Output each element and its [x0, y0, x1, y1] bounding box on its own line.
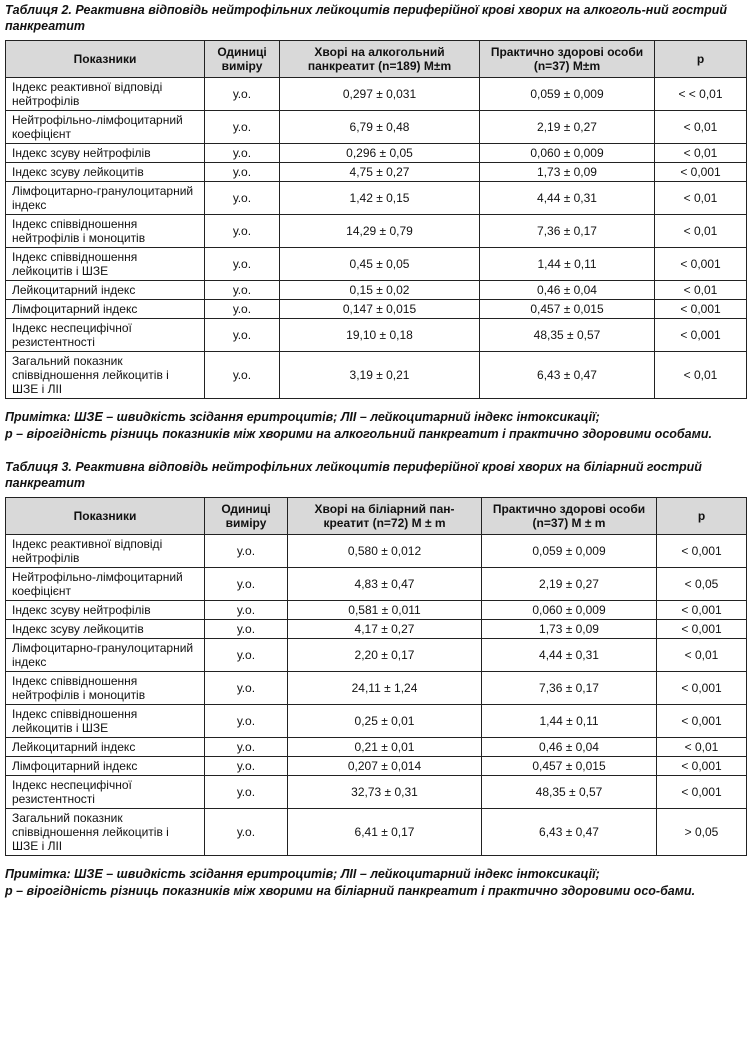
unit-cell: у.о.: [205, 78, 280, 111]
patients-value: 6,79 ± 0,48: [280, 111, 480, 144]
indicator-name: Нейтрофільно-лімфоцитарний коефіцієнт: [6, 568, 205, 601]
patients-value: 0,580 ± 0,012: [288, 535, 482, 568]
healthy-value: 6,43 ± 0,47: [482, 809, 657, 856]
healthy-value: 0,46 ± 0,04: [482, 738, 657, 757]
patients-value: 0,21 ± 0,01: [288, 738, 482, 757]
unit-cell: у.о.: [205, 738, 288, 757]
healthy-value: 0,457 ± 0,015: [482, 757, 657, 776]
p-value: < 0,001: [657, 601, 747, 620]
healthy-value: 48,35 ± 0,57: [480, 319, 655, 352]
p-value: < 0,01: [655, 182, 747, 215]
table-row: [6, 757, 747, 776]
table3-header-row: [6, 498, 747, 535]
table3-header-patients: Хворі на біліарний пан-креатит (n=72) M ± m: [288, 498, 482, 535]
table2-caption: Таблиця 2. Реактивна відповідь нейтрофільних лейкоцитів периферійної крові хворих на алкоголь-ний гострий панкреатит: [5, 3, 728, 33]
p-value: < 0,001: [657, 620, 747, 639]
patients-value: 0,147 ± 0,015: [280, 300, 480, 319]
unit-cell: у.о.: [205, 111, 280, 144]
patients-value: 19,10 ± 0,18: [280, 319, 480, 352]
unit-cell: у.о.: [205, 568, 288, 601]
unit-cell: у.о.: [205, 639, 288, 672]
table3-header-healthy: Практично здорові особи (n=37) M ± m: [482, 498, 657, 535]
table2-header-patients: Хворі на алкогольний панкреатит (n=189) M±m: [280, 41, 480, 78]
healthy-value: 1,44 ± 0,11: [482, 705, 657, 738]
patients-value: 4,83 ± 0,47: [288, 568, 482, 601]
table2-header-unit: Одиниці виміру: [205, 41, 280, 78]
healthy-value: 0,457 ± 0,015: [480, 300, 655, 319]
p-value: > 0,05: [657, 809, 747, 856]
patients-value: 6,41 ± 0,17: [288, 809, 482, 856]
unit-cell: у.о.: [205, 776, 288, 809]
indicator-name: Індекс реактивної відповіді нейтрофілів: [6, 78, 205, 111]
table3-header-unit: Одиниці виміру: [205, 498, 288, 535]
unit-cell: у.о.: [205, 601, 288, 620]
table-row: [6, 182, 747, 215]
p-value: < 0,001: [655, 319, 747, 352]
table-row: [6, 352, 747, 399]
table3-note: [5, 866, 746, 900]
patients-value: 3,19 ± 0,21: [280, 352, 480, 399]
healthy-value: 0,060 ± 0,009: [482, 601, 657, 620]
healthy-value: 0,059 ± 0,009: [480, 78, 655, 111]
table-row: [6, 809, 747, 856]
patients-value: 0,581 ± 0,011: [288, 601, 482, 620]
table2-note-line1: Примітка: ШЗЕ – швидкість зсідання еритроцитів; ЛІІ – лейкоцитарний індекс інтоксикації;: [5, 410, 600, 424]
indicator-name: Індекс зсуву лейкоцитів: [6, 620, 205, 639]
unit-cell: у.о.: [205, 163, 280, 182]
unit-cell: у.о.: [205, 281, 280, 300]
table-row: [6, 111, 747, 144]
healthy-value: 1,73 ± 0,09: [480, 163, 655, 182]
p-value: < 0,01: [657, 738, 747, 757]
table-row: [6, 639, 747, 672]
healthy-value: 7,36 ± 0,17: [482, 672, 657, 705]
p-value: < 0,001: [657, 776, 747, 809]
indicator-name: Нейтрофільно-лімфоцитарний коефіцієнт: [6, 111, 205, 144]
p-value: < 0,01: [655, 215, 747, 248]
patients-value: 0,297 ± 0,031: [280, 78, 480, 111]
unit-cell: у.о.: [205, 757, 288, 776]
table3: [5, 497, 747, 856]
table-row: [6, 248, 747, 281]
patients-value: 0,15 ± 0,02: [280, 281, 480, 300]
indicator-name: Індекс зсуву лейкоцитів: [6, 163, 205, 182]
patients-value: 14,29 ± 0,79: [280, 215, 480, 248]
table-row: [6, 78, 747, 111]
table3-header-p: p: [657, 498, 747, 535]
healthy-value: 2,19 ± 0,27: [482, 568, 657, 601]
unit-cell: у.о.: [205, 144, 280, 163]
unit-cell: у.о.: [205, 215, 280, 248]
patients-value: 1,42 ± 0,15: [280, 182, 480, 215]
indicator-name: Індекс зсуву нейтрофілів: [6, 144, 205, 163]
p-value: < 0,001: [657, 757, 747, 776]
table-row: [6, 535, 747, 568]
p-value: < 0,001: [655, 163, 747, 182]
healthy-value: 1,44 ± 0,11: [480, 248, 655, 281]
indicator-name: Лейкоцитарний індекс: [6, 281, 205, 300]
healthy-value: 0,46 ± 0,04: [480, 281, 655, 300]
patients-value: 4,75 ± 0,27: [280, 163, 480, 182]
indicator-name: Лімфоцитарно-гранулоцитарний індекс: [6, 182, 205, 215]
p-value: < 0,001: [657, 535, 747, 568]
indicator-name: Індекс співвідношення нейтрофілів і моноцитів: [6, 672, 205, 705]
table-row: [6, 163, 747, 182]
unit-cell: у.о.: [205, 248, 280, 281]
p-value: < 0,01: [655, 281, 747, 300]
p-value: < 0,01: [655, 111, 747, 144]
p-value: < 0,001: [655, 300, 747, 319]
p-value: < 0,01: [657, 639, 747, 672]
table2-header-indicator: Показники: [6, 41, 205, 78]
healthy-value: 0,059 ± 0,009: [482, 535, 657, 568]
indicator-name: Лімфоцитарний індекс: [6, 757, 205, 776]
table3-caption: Таблиця 3. Реактивна відповідь нейтрофільних лейкоцитів периферійної крові хворих на біліарний гострий панкреатит: [5, 460, 702, 490]
p-value: < 0,001: [657, 705, 747, 738]
patients-value: 0,25 ± 0,01: [288, 705, 482, 738]
table-row: [6, 319, 747, 352]
patients-value: 24,11 ± 1,24: [288, 672, 482, 705]
indicator-name: Індекс неспецифічної резистентності: [6, 776, 205, 809]
indicator-name: Індекс співвідношення нейтрофілів і моноцитів: [6, 215, 205, 248]
unit-cell: у.о.: [205, 672, 288, 705]
unit-cell: у.о.: [205, 352, 280, 399]
table3-note-line2: p – вірогідність різниць показників між хворими на біліарний панкреатит і практично здоровими осо-бами.: [5, 884, 696, 898]
table-row: [6, 215, 747, 248]
table-row: [6, 776, 747, 809]
table-row: [6, 281, 747, 300]
indicator-name: Загальний показник співвідношення лейкоцитів і ШЗЕ і ЛІІ: [6, 352, 205, 399]
patients-value: 32,73 ± 0,31: [288, 776, 482, 809]
table2-header-row: [6, 41, 747, 78]
p-value: < < 0,01: [655, 78, 747, 111]
indicator-name: Індекс зсуву нейтрофілів: [6, 601, 205, 620]
patients-value: 0,45 ± 0,05: [280, 248, 480, 281]
healthy-value: 2,19 ± 0,27: [480, 111, 655, 144]
healthy-value: 6,43 ± 0,47: [480, 352, 655, 399]
patients-value: 0,296 ± 0,05: [280, 144, 480, 163]
unit-cell: у.о.: [205, 809, 288, 856]
table2-note: [5, 409, 746, 443]
p-value: < 0,01: [655, 144, 747, 163]
table-row: [6, 672, 747, 705]
unit-cell: у.о.: [205, 319, 280, 352]
unit-cell: у.о.: [205, 705, 288, 738]
unit-cell: у.о.: [205, 620, 288, 639]
healthy-value: 4,44 ± 0,31: [480, 182, 655, 215]
indicator-name: Індекс співвідношення лейкоцитів і ШЗЕ: [6, 705, 205, 738]
unit-cell: у.о.: [205, 182, 280, 215]
table2-header-healthy: Практично здорові особи (n=37) M±m: [480, 41, 655, 78]
indicator-name: Лейкоцитарний індекс: [6, 738, 205, 757]
unit-cell: у.о.: [205, 300, 280, 319]
table-row: [6, 601, 747, 620]
table-row: [6, 738, 747, 757]
healthy-value: 1,73 ± 0,09: [482, 620, 657, 639]
table-row: [6, 705, 747, 738]
table3-note-line1: Примітка: ШЗЕ – швидкість зсідання еритроцитів; ЛІІ – лейкоцитарний індекс інтоксикації;: [5, 867, 600, 881]
indicator-name: Індекс співвідношення лейкоцитів і ШЗЕ: [6, 248, 205, 281]
healthy-value: 4,44 ± 0,31: [482, 639, 657, 672]
table2-header-p: p: [655, 41, 747, 78]
healthy-value: 0,060 ± 0,009: [480, 144, 655, 163]
indicator-name: Індекс неспецифічної резистентності: [6, 319, 205, 352]
table3-header-indicator: Показники: [6, 498, 205, 535]
indicator-name: Загальний показник співвідношення лейкоцитів і ШЗЕ і ЛІІ: [6, 809, 205, 856]
healthy-value: 48,35 ± 0,57: [482, 776, 657, 809]
p-value: < 0,05: [657, 568, 747, 601]
table2: [5, 40, 747, 399]
p-value: < 0,01: [655, 352, 747, 399]
p-value: < 0,001: [655, 248, 747, 281]
indicator-name: Лімфоцитарний індекс: [6, 300, 205, 319]
patients-value: 4,17 ± 0,27: [288, 620, 482, 639]
indicator-name: Індекс реактивної відповіді нейтрофілів: [6, 535, 205, 568]
table-row: [6, 620, 747, 639]
table-row: [6, 144, 747, 163]
patients-value: 0,207 ± 0,014: [288, 757, 482, 776]
unit-cell: у.о.: [205, 535, 288, 568]
p-value: < 0,001: [657, 672, 747, 705]
patients-value: 2,20 ± 0,17: [288, 639, 482, 672]
table2-note-line2: p – вірогідність різниць показників між хворими на алкогольний панкреатит і практично здоровими особами.: [5, 427, 712, 441]
table-row: [6, 568, 747, 601]
indicator-name: Лімфоцитарно-гранулоцитарний індекс: [6, 639, 205, 672]
table-row: [6, 300, 747, 319]
healthy-value: 7,36 ± 0,17: [480, 215, 655, 248]
